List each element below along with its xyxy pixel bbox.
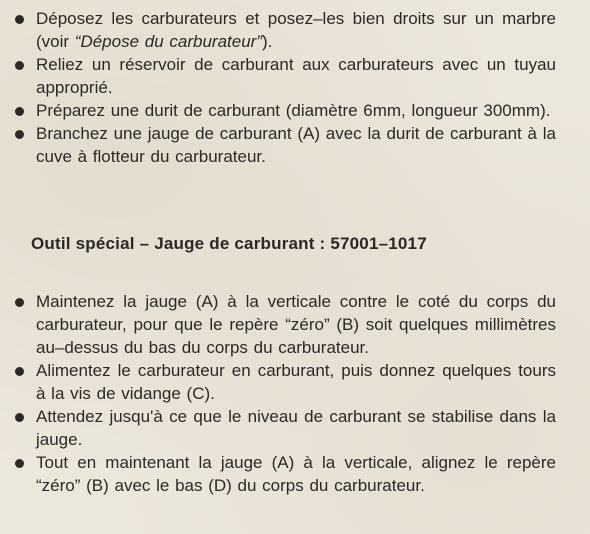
list-item [0,290,556,359]
item-text: Alimentez le carburateur en carburant, puis donnez quelques tours à la vis de vidange (C). [36,361,556,403]
bullet-icon [15,413,24,422]
bullet-icon [15,298,24,307]
item-text: Déposez les carburateurs et posez–les bien droits sur un marbre (voir “Dépose du carburateur”). [36,9,556,51]
bullet-icon [15,61,24,70]
cross-reference: “Dépose du carburateur” [74,32,262,51]
list-item [0,405,556,451]
item-text: Préparez une durit de carburant (diamètre 6mm, longueur 300mm). [36,101,551,120]
bullet-icon [15,107,24,116]
item-text: Branchez une jauge de carburant (A) avec la durit de carburant à la cuve à flotteur du carburateur. [36,124,556,166]
bullet-icon [15,130,24,139]
procedure-list-1 [0,7,556,168]
procedure-list-2 [0,290,556,497]
bullet-icon [15,15,24,24]
list-item [0,122,556,168]
item-text: Tout en maintenant la jauge (A) à la verticale, alignez le repère “zéro” (B) avec le bas (D) du corps du carburateur. [36,453,556,495]
item-text: Attendez jusqu'à ce que le niveau de carburant se stabilise dans la jauge. [36,407,556,449]
special-tool-heading: Outil spécial – Jauge de carburant : 57001–1017 [31,234,427,253]
list-item [0,7,556,53]
item-text: Reliez un réservoir de carburant aux carburateurs avec un tuyau approprié. [36,55,556,97]
list-item [0,451,556,497]
item-text: Maintenez la jauge (A) à la verticale contre le coté du corps du carburateur, pour que le repère “zéro” (B) soit quelques millimètres au–dessus du bas du corps du carburateur. [36,292,556,357]
list-item [0,359,556,405]
list-item [0,53,556,99]
bullet-icon [15,459,24,468]
bullet-icon [15,367,24,376]
list-item [0,99,556,122]
